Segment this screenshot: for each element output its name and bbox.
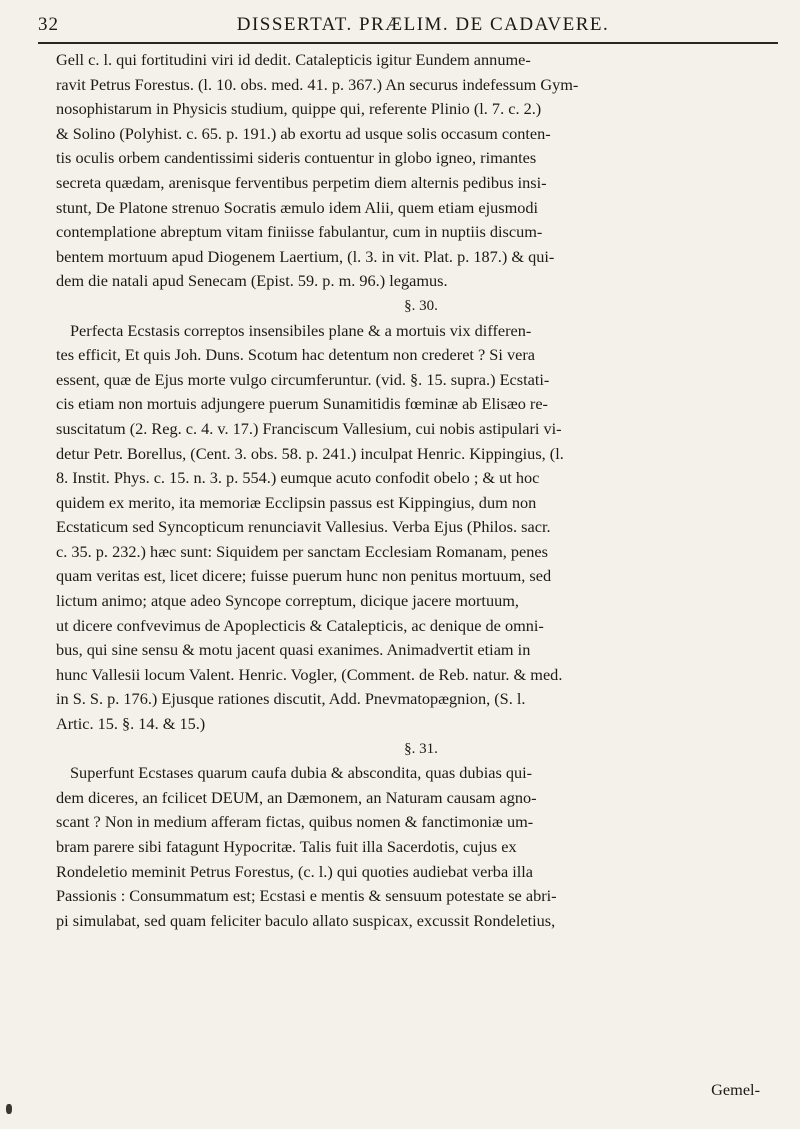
- text-line: pi simulabat, sed quam feliciter baculo allato suspicax, excussit Rondeletius,: [56, 910, 556, 930]
- text-line: Rondeletio meminit Petrus Forestus, (c. l.) qui quoties audiebat verba illa: [56, 861, 534, 881]
- text-line: bentem mortuum apud Diogenem Laertium, (l. 3. in vit. Plat. p. 187.) & qui-: [56, 246, 555, 266]
- text-line: lictum animo; atque adeo Syncope correptum, dicique jacere mortuum,: [56, 591, 519, 611]
- text-line: quam veritas est, licet dicere; fuisse puerum hunc non penitus mortuum, sed: [56, 566, 552, 586]
- text-body: [56, 48, 786, 933]
- text-line: Gell c. l. qui fortitudini viri id dedit. Catalepticis igitur Eundem annume-: [56, 50, 531, 69]
- text-line: cis etiam non mortuis adjungere puerum Sunamitidis fœminæ ab Elisæo re-: [56, 394, 548, 414]
- section-heading: §. 30.: [404, 297, 438, 314]
- text-line: essent, quæ de Ejus morte vulgo circumferuntur. (vid. §. 15. supra.) Ecstati-: [56, 369, 550, 389]
- text-line: 8. Instit. Phys. c. 15. n. 3. p. 554.) eumque acuto confodit obelo ; & ut hoc: [56, 468, 540, 488]
- ink-spot: [6, 1104, 12, 1114]
- section-heading: §. 31.: [404, 740, 438, 757]
- text-line: Artic. 15. §. 14. & 15.): [56, 714, 206, 734]
- text-line: contemplatione abreptum vitam finiisse fabulantur, cum in nuptiis discum-: [56, 222, 543, 242]
- text-line: dem diceres, an fcilicet DEUM, an Dæmonem, an Naturam causam agno-: [56, 787, 537, 807]
- running-head: DISSERTAT. PRÆLIM. DE CADAVERE.: [236, 14, 610, 35]
- text-line: secreta quædam, arenisque ferventibus perpetim diem alternis pedibus insi-: [56, 172, 547, 192]
- text-line: stunt, De Platone strenuo Socratis æmulo idem Alii, quem etiam ejusmodi: [56, 197, 539, 217]
- text-line: detur Petr. Borellus, (Cent. 3. obs. 58. p. 241.) inculpat Henric. Kippingius, (l.: [56, 443, 564, 463]
- text-line: Perfecta Ecstasis correptos insensibiles plane & a mortuis vix differen-: [70, 320, 532, 340]
- text-line: quidem ex merito, ita memoriæ Ecclipsin passus est Kippingius, dum non: [56, 492, 537, 512]
- text-line: tes efficit, Et quis Joh. Duns. Scotum hac detentum non crederet ? Si vera: [56, 345, 535, 365]
- text-line: Ecstaticum sed Syncopticum renunciavit Vallesius. Verba Ejus (Philos. sacr.: [56, 517, 551, 537]
- text-line: tis oculis orbem candentissimi sideris contuentur in globo igneo, rimantes: [56, 148, 537, 168]
- page-header: [38, 8, 778, 44]
- text-line: Passionis : Consummatum est; Ecstasi e mentis & sensuum potestate se abri-: [56, 886, 557, 906]
- text-line: bus, qui sine sensu & motu jacent quasi exanimes. Animadvertit etiam in: [56, 640, 531, 660]
- text-line: suscitatum (2. Reg. c. 4. v. 17.) Franciscum Vallesium, cui nobis astipulari vi-: [56, 418, 562, 438]
- page-number: 32: [38, 14, 59, 35]
- text-line: & Solino (Polyhist. c. 65. p. 191.) ab exortu ad usque solis occasum conten-: [56, 123, 551, 143]
- text-line: dem die natali apud Senecam (Epist. 59. p. m. 96.) legamus.: [56, 271, 448, 291]
- text-line: c. 35. p. 232.) hæc sunt: Siquidem per sanctam Ecclesiam Romanam, penes: [56, 541, 548, 561]
- text-line: ut dicere confvevimus de Apoplecticis & Catalepticis, ac denique de omni-: [56, 615, 544, 635]
- text-line: hunc Vallesii locum Valent. Henric. Vogler, (Comment. de Reb. natur. & med.: [56, 664, 563, 684]
- catchword: Gemel-: [711, 1080, 760, 1099]
- text-line: bram parere sibi fatagunt Hypocritæ. Talis fuit illa Sacerdotis, cujus ex: [56, 837, 517, 856]
- text-line: in S. S. p. 176.) Ejusque rationes discutit, Add. Pnevmatopægnion, (S. l.: [56, 689, 526, 709]
- text-line: nosophistarum in Physicis studium, quippe qui, referente Plinio (l. 7. c. 2.): [56, 99, 542, 119]
- text-line: ravit Petrus Forestus. (l. 10. obs. med. 41. p. 367.) An securus indefessum Gym-: [56, 74, 579, 94]
- text-line: Superfunt Ecstases quarum caufa dubia & abscondita, quas dubias qui-: [70, 763, 533, 783]
- text-line: scant ? Non in medium afferam fictas, quibus nomen & fanctimoniæ um-: [56, 812, 534, 832]
